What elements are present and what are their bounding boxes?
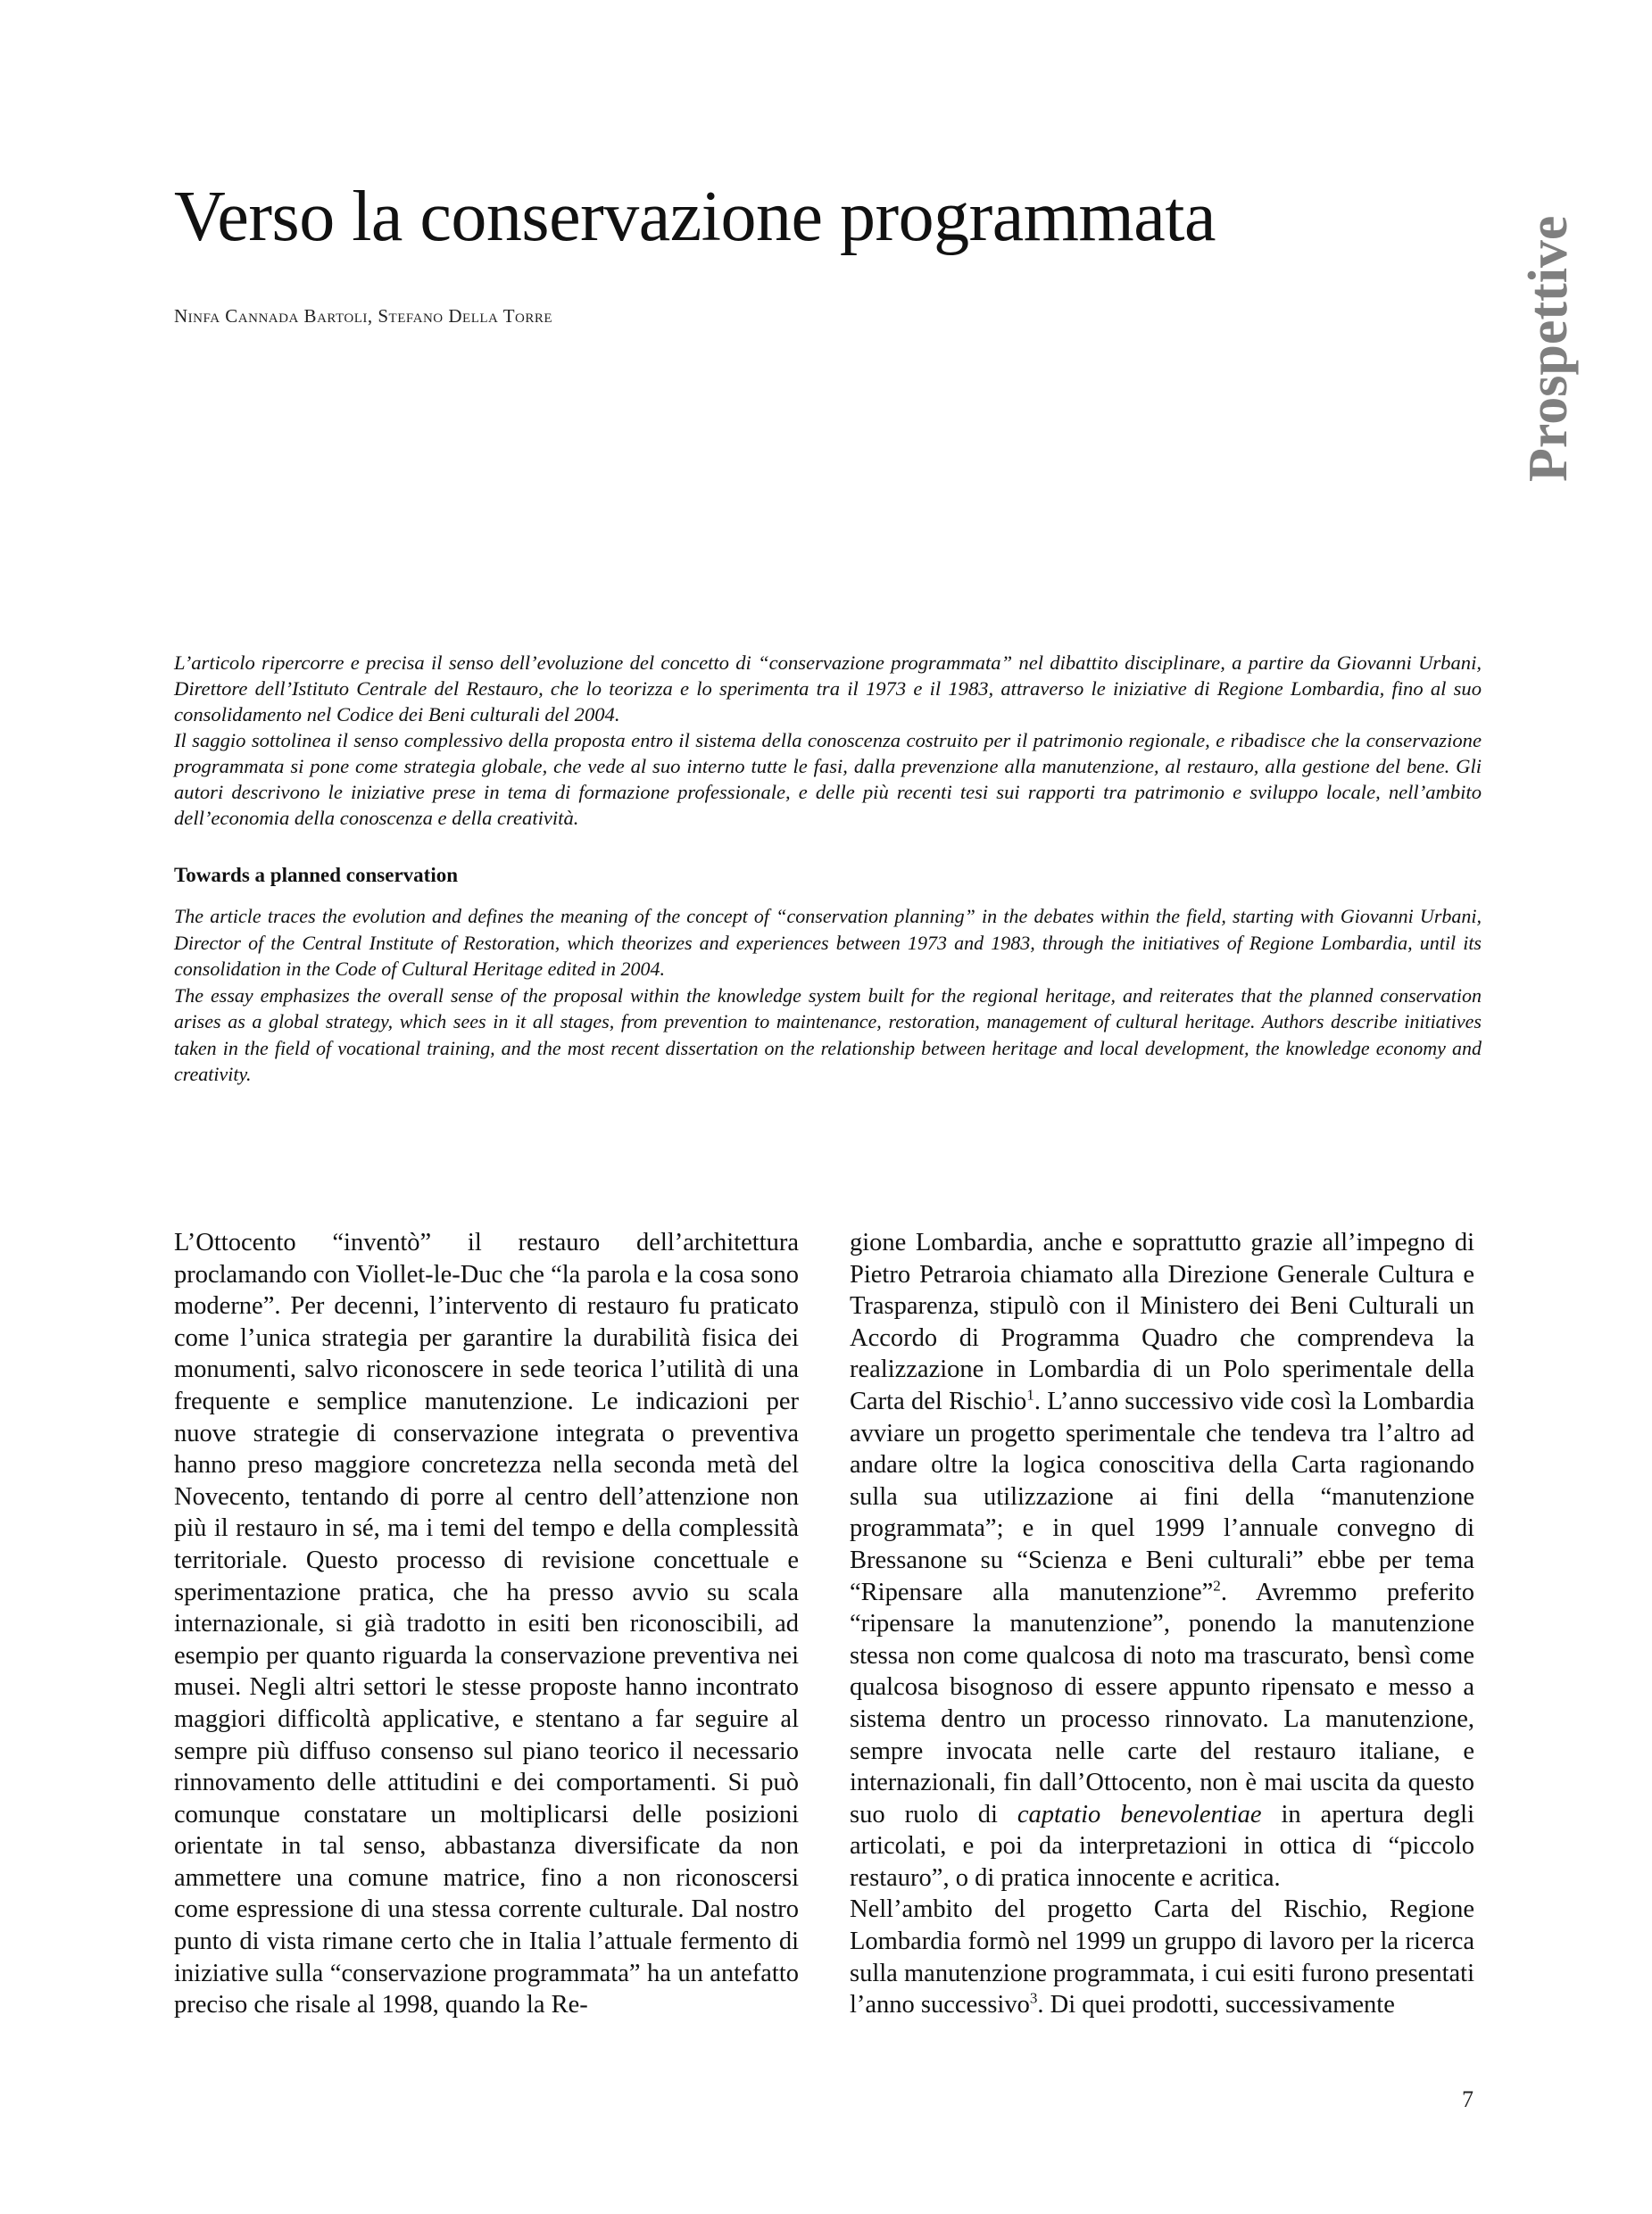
footnote-ref-2[interactable]: 2 <box>1213 1577 1221 1595</box>
body-paragraph: L’Ottocento “inventò” il restauro dell’architettura proclamando con Viollet-le-Duc che “la parola e la cosa sono moderne”. Per decenni, l’intervento di restauro fu praticato come l’unica strategia per garantire la durabilità fisica dei monumenti, salvo riconoscere in sede teorica l’utilità di una frequente e semplice manutenzione. Le indicazioni per nuove strategie di conservazione integrata o preventiva hanno preso maggiore concretezza nella seconda metà del Novecento, tentando di porre al centro dell’attenzione non più il restauro in sé, ma i temi del tempo e della complessità territoriale. Questo processo di revisione concettuale e sperimentazione pratica, che ha presso avvio su scala internazionale, si già tradotto in esiti ben riconoscibili, ad esempio per quanto riguarda la conservazione preventiva nei musei. Negli altri settori le stesse proposte hanno incontrato maggiori difficoltà applicative, e stentano a far seguire al sempre più diffuso consenso sul piano teorico il necessario rinnovamento delle attitudini e dei comportamenti. Si può comunque constatare un moltiplicarsi delle posizioni orientate in tal senso, abbastanza diversificate da non ammettere una comune matrice, fino a non riconoscersi come espressione di una stessa corrente culturale. Dal nostro punto di vista rimane certo che in Italia l’attuale fermento di iniziative sulla “conservazione programmata” ha un antefatto preciso che risale al 1998, quando la Re- <box>174 1229 799 2019</box>
body-text: . Di quei prodotti, successivamente <box>1037 1991 1395 2019</box>
body-paragraph <box>850 1894 1474 2020</box>
body-column-right <box>850 1227 1474 2021</box>
body-text: Nell’ambito del progetto Carta del Rischio, Regione Lombardia formò nel 1999 un gruppo di lavoro per la ricerca sulla manutenzione programmata, i cui esiti furono presentati l’anno successivo <box>850 1895 1474 2019</box>
abstract-italian-paragraph: L’articolo ripercorre e precisa il senso dell’evoluzione del concetto di “conservazione programmata” nel dibattito disciplinare, a partire da Giovanni Urbani, Direttore dell’Istituto Centrale del Restauro, che lo teorizza e lo sperimenta tra il 1973 e il 1983, attraverso le iniziative di Regione Lombardia, fino al suo consolidamento nel Codice dei Beni culturali del 2004. <box>174 651 1482 726</box>
abstract-italian <box>174 650 1482 831</box>
footnote-ref-3[interactable]: 3 <box>1029 1989 1038 2007</box>
body-text: . Avremmo preferito “ripensare la manutenzione”, ponendo la manutenzione stessa non come qualcosa di noto ma trascurato, bensì come qualcosa bisognoso di essere appunto ripensato e messo a sistema dentro un processo rinnovato. La manutenzione, sempre invocata nelle carte del restauro italiane, e internazionali, fin dall’Ottocento, non è mai uscita da questo suo ruolo di <box>850 1578 1474 1828</box>
footnote-ref-1[interactable]: 1 <box>1026 1386 1034 1404</box>
body-text: . L’anno successivo vide così la Lombardia avviare un progetto sperimentale che tendeva tra l’altro ad andare oltre la logica conoscitiva della Carta ragionando sulla sua utilizzazione ai fini della “manutenzione programmata”; e in quel 1999 l’annuale convegno di Bressanone su “Scienza e Beni culturali” ebbe per tema “Ripensare alla manutenzione” <box>850 1387 1475 1606</box>
body-text: gione Lombardia, anche e soprattutto grazie all’impegno di Pietro Petraroia chiamato alla Direzione Generale Cultura e Trasparenza, stipulò con il Ministero dei Beni Culturali un Accordo di Programma Quadro che comprendeva la realizzazione in Lombardia di un Polo sperimentale della Carta del Rischio <box>850 1229 1474 1415</box>
abstract-english-paragraph: The essay emphasizes the overall sense of the proposal within the knowledge system built for the regional heritage, and reiterates that the planned conservation arises as a global strategy, which sees in it all stages, from prevention to maintenance, restoration, management of cultural heritage. Authors describe initiatives taken in the field of vocational training, and the most recent dissertation on the relationship between heritage and local development, the knowledge economy and creativity. <box>174 983 1482 1085</box>
article-title: Verso la conservazione programmata <box>174 178 1216 256</box>
abstract-english-paragraph: The article traces the evolution and defines the meaning of the concept of “conservation planning” in the debates within the field, starting with Giovanni Urbani, Director of the Central Institute of Restoration, which theorizes and experiences between 1973 and 1983, through the initiatives of Regione Lombardia, until its consolidation in the Code of Cultural Heritage edited in 2004. <box>174 905 1482 980</box>
abstract-english-heading: Towards a planned conservation <box>174 864 459 886</box>
body-text: in apertura degli articolati, e poi da interpretazioni in ottica di “piccolo restauro”, o di pratica innocente e acritica. <box>850 1800 1474 1892</box>
body-column-left <box>174 1227 799 2021</box>
article-authors: Ninfa Cannada Bartoli, Stefano Della Torre <box>174 305 553 327</box>
abstract-italian-paragraph: Il saggio sottolinea il senso complessivo della proposta entro il sistema della conoscenza costruito per il patrimonio regionale, e ribadisce che la conservazione programmata si pone come strategia globale, che vede al suo interno tutte le fasi, dalla prevenzione alla manutenzione, al restauro, alla gestione del bene. Gli autori descrivono le iniziative prese in tema di formazione professionale, e delle più recenti tesi sui rapporti tra patrimonio e sviluppo locale, nell’ambito dell’economia della conoscenza e della creatività. <box>174 729 1482 829</box>
latin-phrase: captatio benevolentiae <box>1017 1800 1262 1828</box>
section-tab-label: Prospettive <box>1518 215 1579 482</box>
page-number: 7 <box>1462 2086 1474 2112</box>
body-paragraph <box>850 1227 1474 1894</box>
abstract-english <box>174 903 1482 1088</box>
